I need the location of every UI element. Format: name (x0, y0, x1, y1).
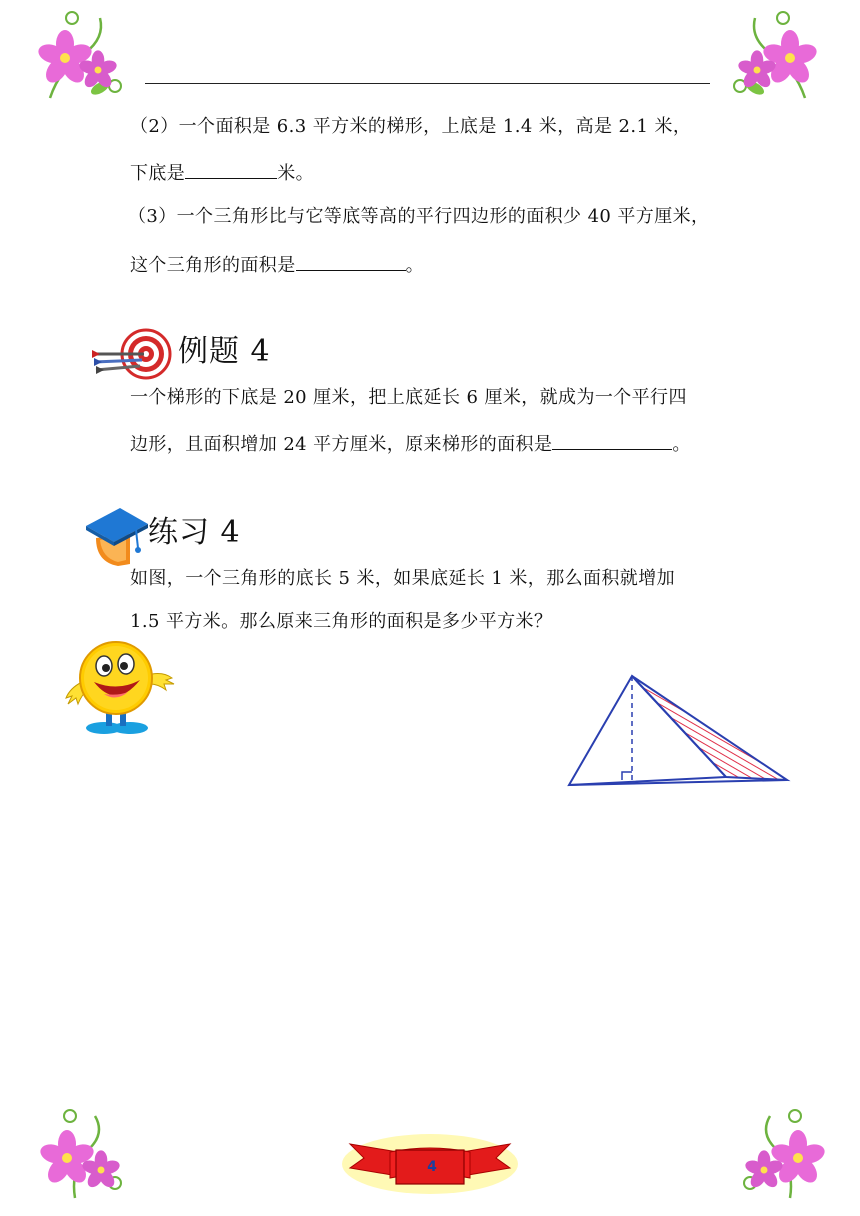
problem-3-suffix: 。 (405, 255, 425, 276)
header-rule (145, 83, 710, 84)
flower-corner-icon (35, 1108, 135, 1203)
practice-line-2: 1.5 平方米。那么原来三角形的面积是多少平方米？ (130, 611, 553, 632)
problem-3-line-1: （3）一个三角形比与它等底等高的平行四边形的面积少 40 平方厘米， (128, 206, 710, 227)
problem-2-line-1: （2）一个面积是 6.3 平方米的梯形，上底是 1.4 米，高是 2.1 米， (130, 116, 692, 137)
hatched-extension (632, 676, 787, 780)
page-number: 4 (427, 1159, 437, 1175)
problem-3-prefix: 这个三角形的面积是 (130, 255, 296, 276)
flower-corner-icon (730, 1108, 830, 1203)
example-prefix: 边形，且面积增加 24 平方厘米，原来梯形的面积是 (130, 434, 553, 455)
problem-3-line-2 (130, 252, 424, 279)
example-line-1: 一个梯形的下底是 20 厘米，把上底延长 6 厘米，就成为一个平行四 (130, 387, 687, 408)
triangle-figure (560, 668, 796, 792)
problem-2-line-2 (130, 160, 314, 187)
graduation-cap-icon (84, 504, 150, 568)
target-arrow-icon (88, 328, 174, 384)
problem-2-suffix: 米。 (277, 163, 315, 184)
example-line-2 (130, 431, 691, 458)
answer-blank[interactable] (296, 252, 406, 271)
answer-blank[interactable] (552, 431, 672, 450)
problem-2-prefix: 下底是 (130, 163, 186, 184)
practice-line-1: 如图，一个三角形的底长 5 米，如果底延长 1 米，那么面积就增加 (130, 568, 675, 589)
practice-title: 练习 4 (148, 515, 241, 550)
answer-blank[interactable] (185, 160, 277, 179)
right-angle-mark (622, 772, 632, 780)
flower-corner-icon (30, 8, 130, 103)
smiley-mascot-icon (60, 636, 178, 736)
flower-corner-icon (725, 8, 825, 103)
example-title: 例题 4 (178, 334, 271, 369)
example-suffix: 。 (672, 434, 691, 455)
